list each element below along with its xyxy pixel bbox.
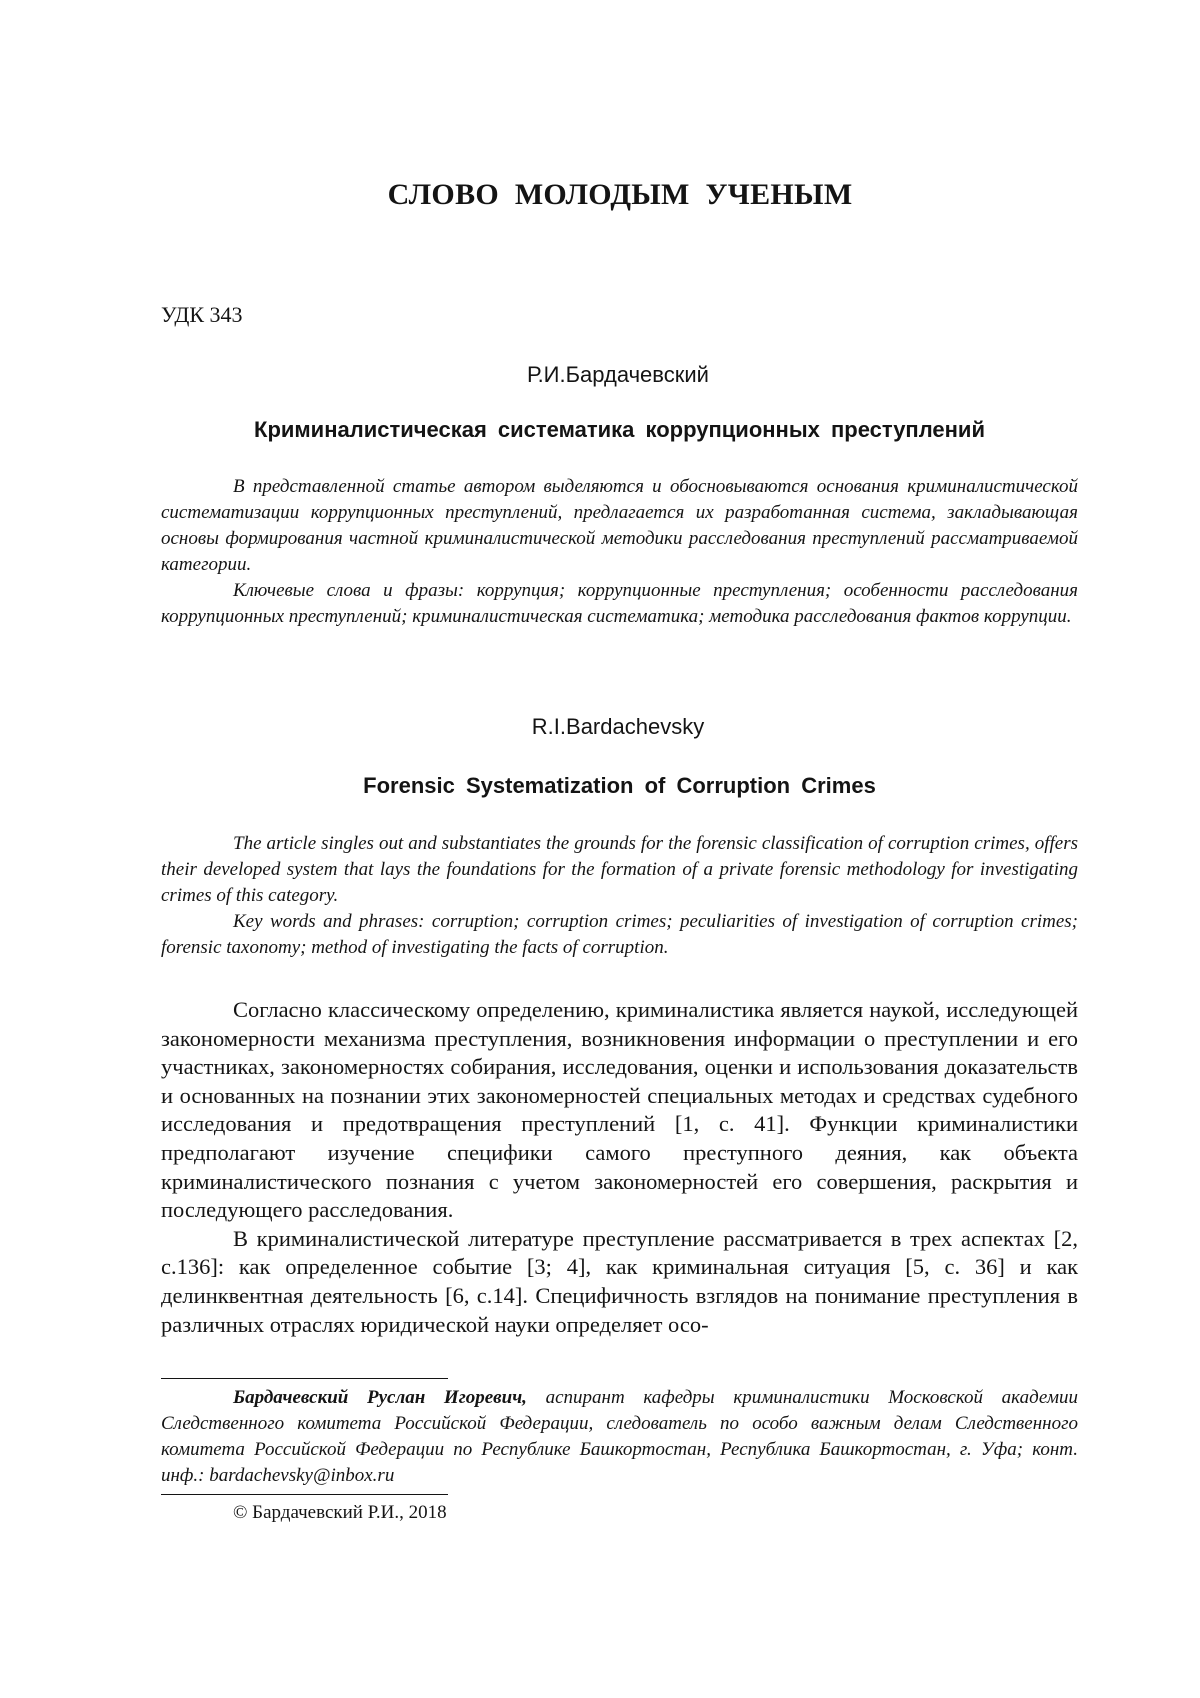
udk-code: УДК 343	[161, 302, 243, 327]
footnote-author-name: Бардачевский Руслан Игоревич,	[233, 1387, 527, 1408]
author-footnote	[161, 1385, 1078, 1489]
body-paragraph: Согласно классическому определению, криминалистика является наукой, исследующей закономерности механизма преступления, возникновения информации о преступлении и его участниках, закономерностях собирания, исследования, оценки и использования доказательств и основанных на познании этих закономерностей специальных методах и средствах судебного исследования и предотвращения преступлений [1, с. 41]. Функции криминалистики предполагают изучение специфики самого преступного деяния, как объекта криминалистического познания с учетом закономерностей его совершения, раскрытия и последующего расследования.	[161, 997, 1078, 1223]
abstract-en	[161, 831, 1078, 961]
author-name-en: R.I.Bardachevsky	[531, 714, 705, 739]
article-title-ru: Криминалистическая систематика коррупционных преступлений	[254, 417, 985, 442]
footnote-divider	[161, 1378, 448, 1379]
keywords-ru: Ключевые слова и фразы: коррупция; коррупционные преступления; особенности расследования коррупционных преступлений; криминалистическая систематика; методика расследования фактов коррупции.	[161, 580, 1078, 627]
article-title-en: Forensic Systematization of Corruption Crimes	[363, 773, 876, 798]
body-paragraph: В криминалистической литературе преступление рассматривается в трех аспектах [2, с.136]: как определенное событие [3; 4], как криминальная ситуация [5, с. 36] и как делинквентная деятельность [6, с.14]. Специфичность взглядов на понимание преступления в различных отраслях юридической науки определяет осо-	[161, 1225, 1078, 1337]
keywords-en: Key words and phrases: corruption; corruption crimes; peculiarities of investigation of corruption crimes; forensic taxonomy; method of investigating the facts of corruption.	[161, 911, 1078, 958]
abstract-ru	[161, 474, 1078, 630]
section-heading: СЛОВО МОЛОДЫМ УЧЕНЫМ	[387, 178, 853, 211]
copyright-notice: © Бардачевский Р.И., 2018	[233, 1502, 447, 1523]
copyright-divider	[161, 1494, 448, 1495]
footnote-author-info: аспирант кафедры криминалистики Московской академии Следственного комитета Российской Федерации, следователь по особо важным делам Следственного комитета Российской Федерации по Республике Башкортостан, Республика Башкортостан, г. Уфа; конт. инф.: bardachevsky@inbox.ru	[161, 1387, 1078, 1486]
abstract-text-ru: В представленной статье автором выделяются и обосновываются основания криминалистической систематизации коррупционных преступлений, предлагается их разработанная система, закладывающая основы формирования частной криминалистической методики расследования преступлений рассматриваемой категории.	[161, 476, 1078, 575]
abstract-text-en: The article singles out and substantiates the grounds for the forensic classification of corruption crimes, offers their developed system that lays the foundations for the formation of a private forensic methodology for investigating crimes of this category.	[161, 833, 1078, 906]
article-body	[161, 996, 1078, 1339]
author-name-ru: Р.И.Бардачевский	[527, 362, 709, 387]
